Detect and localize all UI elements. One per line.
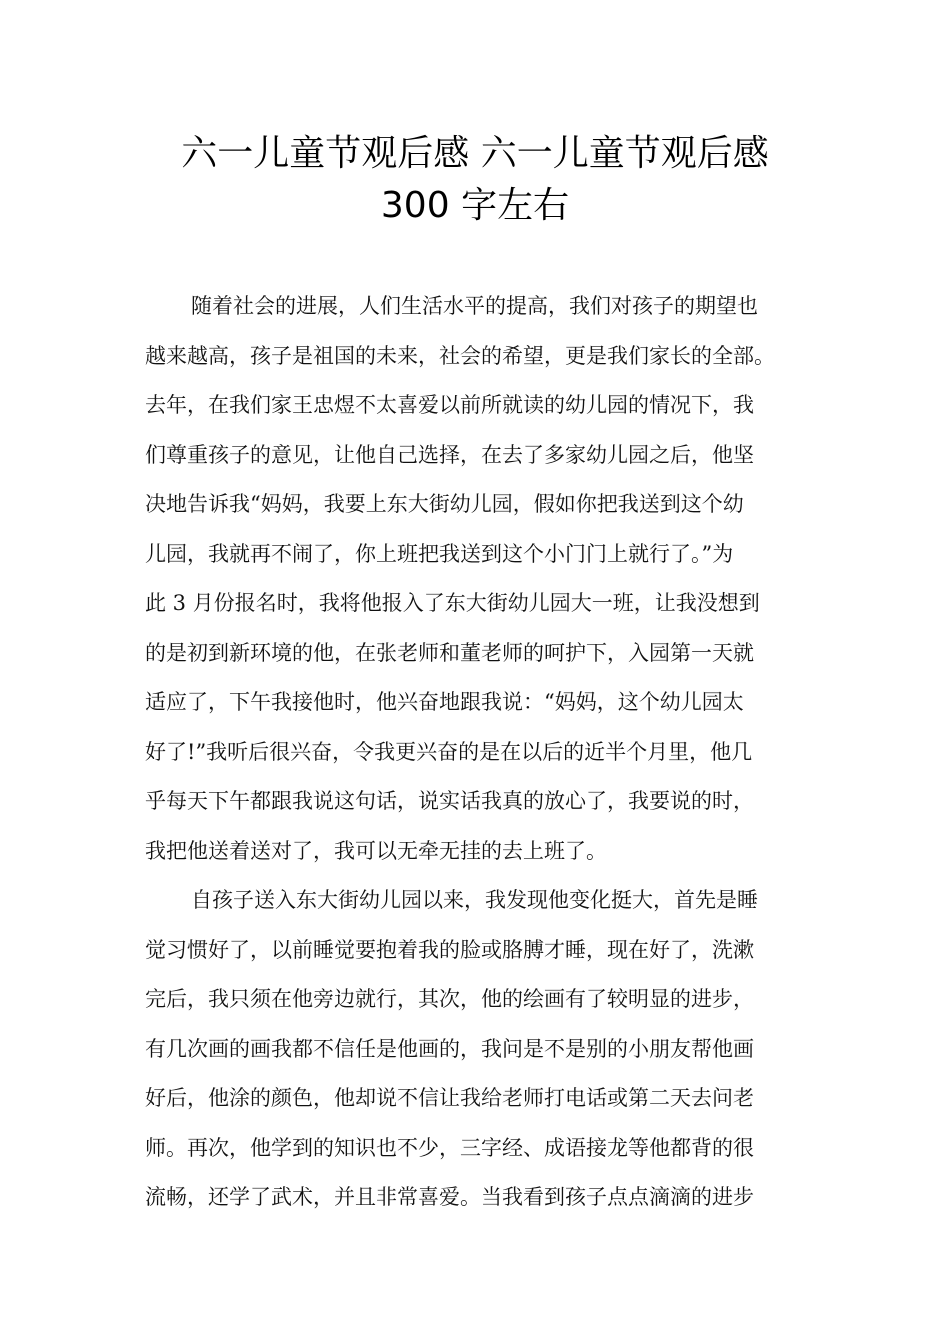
document-body [145,282,811,1223]
text-line: 完后，我只须在他旁边就行，其次，他的绘画有了较明显的进步， [145,987,754,1011]
text-line: 儿园，我就再不闹了，你上班把我送到这个小门门上就行了。”为 [145,541,734,566]
paragraph-1 [145,282,811,876]
text-line: 自孩子送入东大街幼儿园以来，我发现他变化挺大，首先是睡 [191,888,758,912]
text-line: 流畅，还学了武术，并且非常喜爱。当我看到孩子点点滴滴的进步 [145,1185,754,1209]
text-line: 决地告诉我“妈妈，我要上东大街幼儿园，假如你把我送到这个幼 [145,492,744,516]
text-line: 我把他送着送对了，我可以无牵无挂的去上班了。 [145,838,607,863]
text-line: 随着社会的进展，人们生活水平的提高，我们对孩子的期望也 [191,294,758,318]
paragraph-2 [145,876,811,1223]
text-line: 此 3 月份报名时，我将他报入了东大街幼儿园大一班，让我没想到 [145,591,760,615]
text-line: 好后，他涂的颜色，他却说不信让我给老师打电话或第二天去问老 [145,1086,754,1110]
text-line: 乎每天下午都跟我说这句话，说实话我真的放心了，我要说的时， [145,789,754,813]
text-line: 觉习惯好了，以前睡觉要抱着我的脸或胳膊才睡，现在好了，洗漱 [145,937,754,962]
text-line: 的是初到新环境的他，在张老师和董老师的呵护下，入园第一天就 [145,640,754,665]
text-line: 有几次画的画我都不信任是他画的，我问是不是别的小朋友帮他画 [145,1036,754,1061]
document-title [0,128,950,232]
text-line: 越来越高，孩子是祖国的未来，社会的希望，更是我们家长的全部。 [145,343,775,368]
text-line: 好了!”我听后很兴奋，令我更兴奋的是在以后的近半个月里，他几 [145,739,753,764]
title-line-1: 六一儿童节观后感 六一儿童节观后感 [181,133,769,174]
title-line-2: 300 字左右 [380,185,570,226]
text-line: 适应了，下午我接他时，他兴奋地跟我说：“妈妈，这个幼儿园太 [145,690,744,714]
text-line: 去年，在我们家王忠煜不太喜爱以前所就读的幼儿园的情况下，我 [145,393,754,417]
text-line: 师。再次，他学到的知识也不少，三字经、成语接龙等他都背的很 [145,1135,754,1160]
text-line: 们尊重孩子的意见，让他自己选择，在去了多家幼儿园之后，他坚 [145,442,754,467]
